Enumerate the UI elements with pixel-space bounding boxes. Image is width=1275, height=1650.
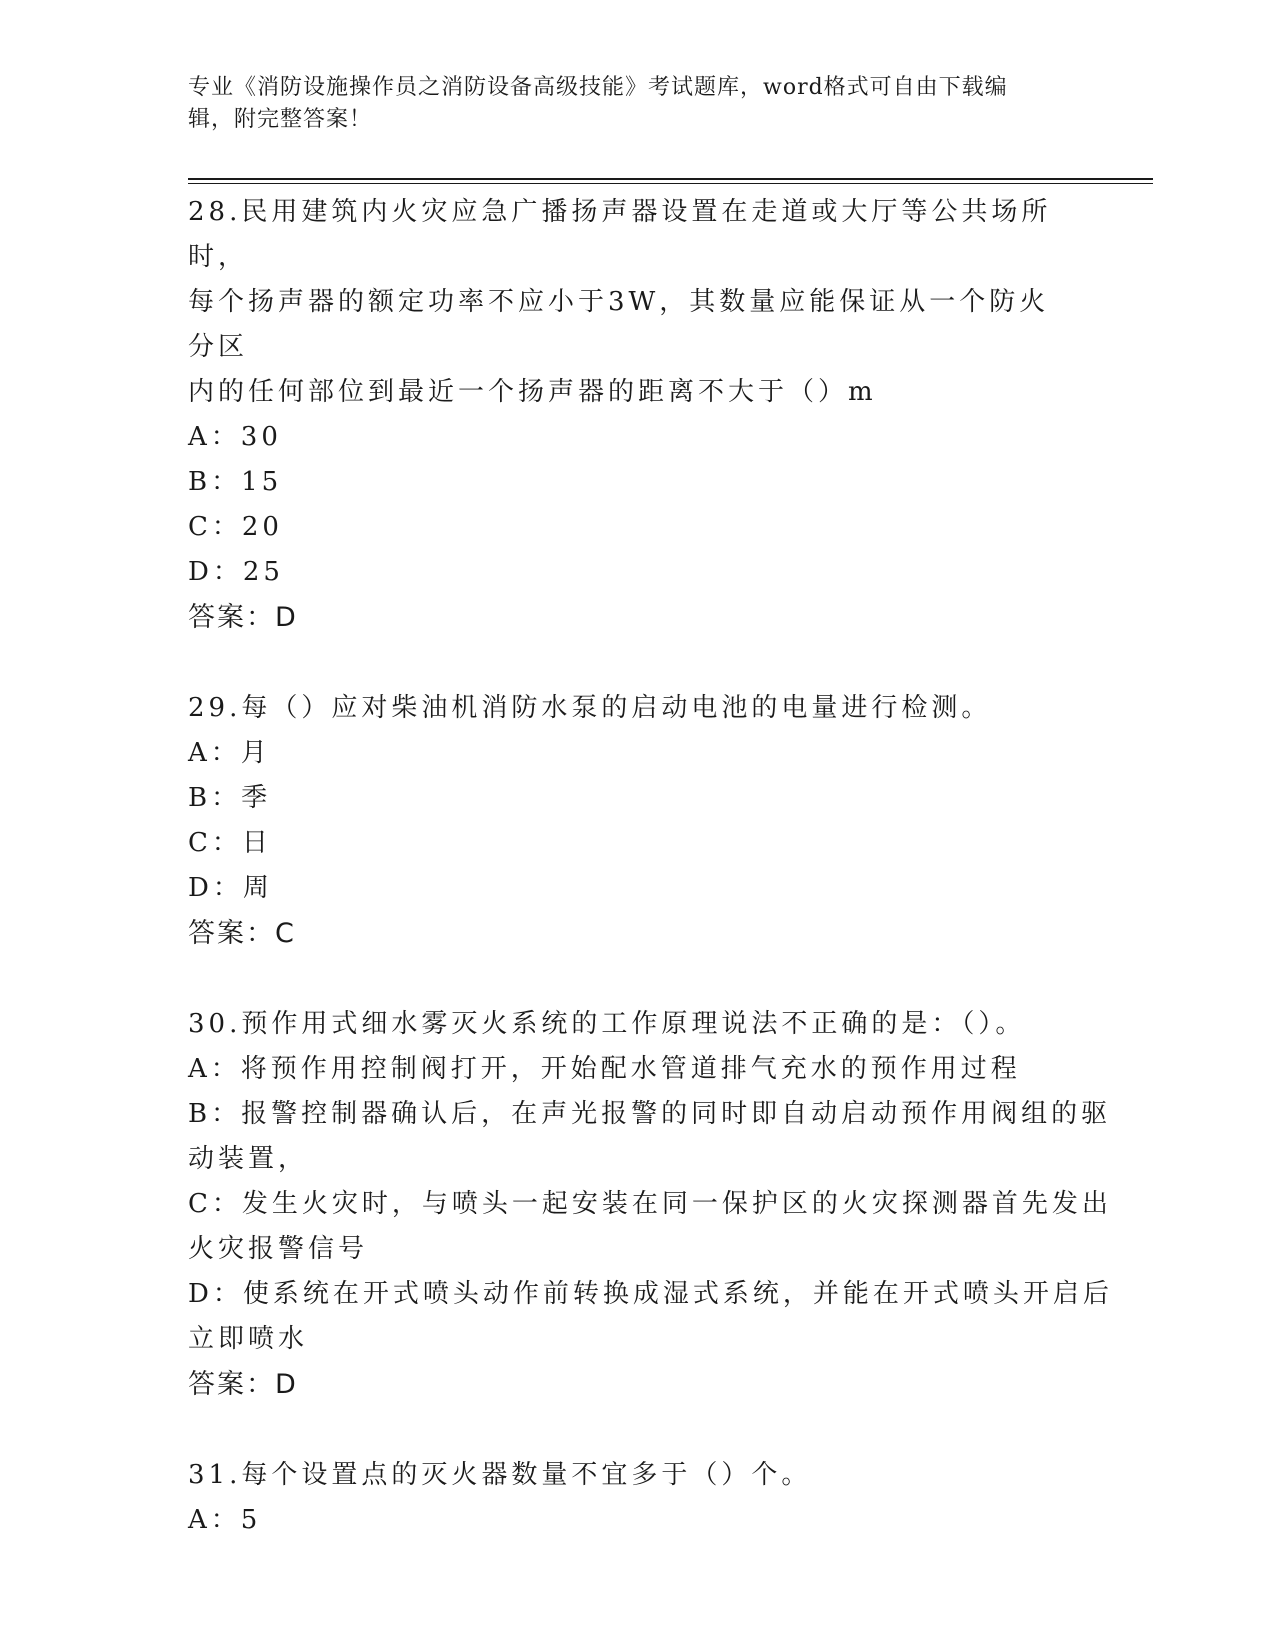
- option-line: C：发生火灾时，与喷头一起安装在同一保护区的火灾探测器首先发出: [188, 1189, 1112, 1219]
- header-divider-thin: [188, 183, 1153, 184]
- option-line: 立即喷水: [188, 1324, 309, 1354]
- document-header: [188, 72, 1068, 136]
- option-line: A：5: [188, 1505, 262, 1535]
- option-line: B：15: [188, 467, 283, 497]
- option-line: A：30: [188, 422, 282, 452]
- question-spacer: [188, 640, 1078, 686]
- question-stem-line: 30.预作用式细水雾灭火系统的工作原理说法不正确的是：（）。: [188, 1009, 1026, 1039]
- header-divider-thick: [188, 178, 1153, 180]
- question-stem-line: 31.每个设置点的灭火器数量不宜多于（）个。: [188, 1460, 812, 1490]
- option-line: A：月: [188, 738, 271, 768]
- question-stem-line: 28.民用建筑内火灾应急广播扬声器设置在走道或大厅等公共场所时，: [188, 197, 1052, 272]
- option-line: C：20: [188, 512, 283, 542]
- question-block: [188, 1453, 1078, 1543]
- option-line: B：报警控制器确认后，在声光报警的同时即自动启动预作用阀组的驱: [188, 1099, 1112, 1129]
- option-line: B：季: [188, 783, 272, 813]
- question-block: [188, 686, 1078, 956]
- answer-line: 答案：D: [188, 1369, 298, 1400]
- question-block: [188, 1002, 1113, 1407]
- option-line: 动装置，: [188, 1144, 309, 1174]
- option-line: 火灾报警信号: [188, 1234, 369, 1264]
- answer-line: 答案：C: [188, 918, 296, 949]
- option-line: D：使系统在开式喷头动作前转换成湿式系统，并能在开式喷头开启后: [188, 1279, 1113, 1309]
- question-stem-line: 每个扬声器的额定功率不应小于3W，其数量应能保证从一个防火分区: [188, 287, 1050, 362]
- question-list: [188, 190, 1113, 1543]
- question-block: [188, 190, 1078, 640]
- question-spacer: [188, 1407, 1078, 1453]
- option-line: C：日: [188, 828, 272, 858]
- question-stem-line: 29.每（）应对柴油机消防水泵的启动电池的电量进行检测。: [188, 693, 992, 723]
- header-line-1: 专业《消防设施操作员之消防设备高级技能》考试题库，word格式可自由下载编: [188, 75, 1008, 100]
- header-line-2: 辑，附完整答案！: [188, 107, 373, 132]
- answer-line: 答案：D: [188, 602, 298, 633]
- option-line: D：25: [188, 557, 284, 587]
- option-line: A：将预作用控制阀打开，开始配水管道排气充水的预作用过程: [188, 1054, 1021, 1084]
- question-stem-line: 内的任何部位到最近一个扬声器的距离不大于（）m: [188, 377, 877, 407]
- question-spacer: [188, 956, 1078, 1002]
- option-line: D：周: [188, 873, 273, 903]
